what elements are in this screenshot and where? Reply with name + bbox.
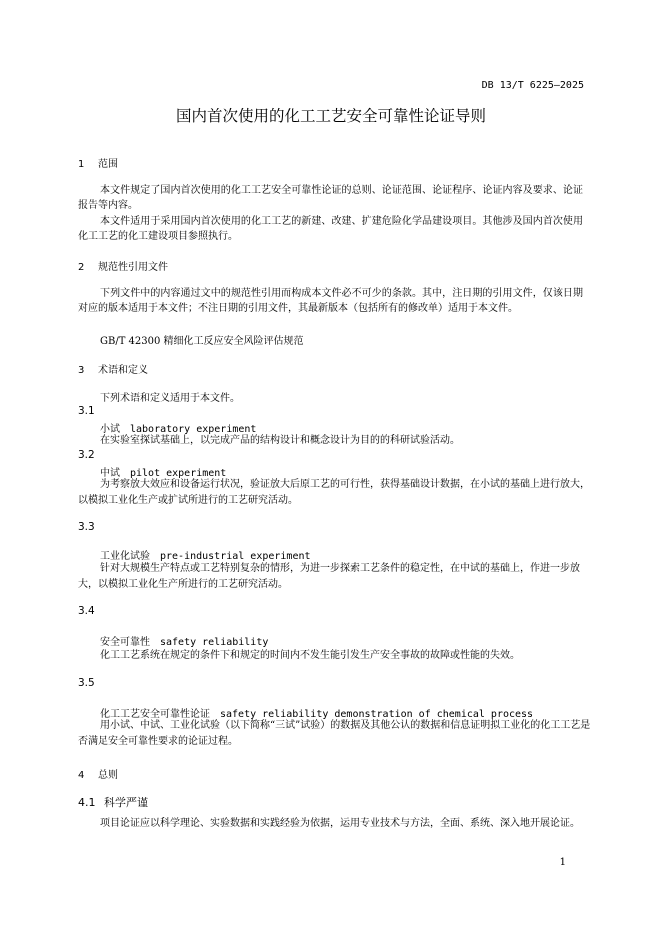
term-definition: 在实验室探试基础上，以完成产品的结构设计和概念设计为目的的科研试验活动。 — [100, 435, 460, 446]
term-zh: 安全可靠性 — [100, 637, 150, 648]
term-number: 3.4 — [78, 605, 95, 617]
subsection-title: 科学严谨 — [104, 796, 148, 809]
section-3-heading — [78, 361, 148, 376]
section-title: 总则 — [98, 770, 118, 781]
section-number: 3 — [78, 365, 85, 376]
page-number: 1 — [559, 857, 566, 868]
subsection-4-1-heading — [78, 794, 148, 810]
term-en: laboratory experiment — [130, 424, 257, 435]
term-en: pre-industrial experiment — [160, 551, 311, 562]
term-number: 3.3 — [78, 521, 95, 533]
section-1-paragraph-2: 本文件适用于采用国内首次使用的化工工艺的新建、改建、扩建危险化学品建设项目。其他涉及国内首次使用化工工艺的化工建设项目参照执行。 — [78, 216, 583, 242]
section-number: 4 — [78, 770, 85, 781]
section-2-heading — [78, 258, 168, 273]
section-title: 规范性引用文件 — [98, 262, 168, 273]
section-2-paragraph-1: 下列文件中的内容通过文中的规范性引用而构成本文件必不可少的条款。其中，注日期的引用文件，仅该日期对应的版本适用于本文件；不注日期的引用文件，其最新版本（包括所有的修改单）适用于本文件。 — [78, 288, 583, 314]
term-number: 3.2 — [78, 449, 95, 461]
section-number: 1 — [78, 159, 85, 170]
section-1-paragraph-1: 本文件规定了国内首次使用的化工工艺安全可靠性论证的总则、论证范围、论证程序、论证内容及要求、论证报告等内容。 — [78, 185, 583, 211]
section-3-intro: 下列术语和定义适用于本文件。 — [100, 393, 240, 404]
section-title: 术语和定义 — [98, 365, 148, 376]
term-zh: 中试 — [100, 468, 120, 479]
term-definition: 为考察放大效应和设备运行状况，验证放大后原工艺的可行性，获得基础设计数据，在小试的基础上进行放大，以模拟工业化生产或扩试所进行的工艺研究活动。 — [78, 479, 590, 506]
subsection-number: 4.1 — [78, 796, 96, 809]
term-en: safety reliability demonstration of chemical process — [220, 709, 534, 720]
term-heading — [100, 547, 311, 562]
section-1-heading — [78, 155, 118, 170]
document-title: 国内首次使用的化工工艺安全可靠性论证导则 — [175, 107, 486, 125]
subsection-4-1-paragraph: 项目论证应以科学理论、实验数据和实践经验为依据，运用专业技术与方法，全面、系统、深入地开展论证。 — [100, 818, 580, 829]
term-zh: 工业化试验 — [100, 551, 150, 562]
term-zh: 小试 — [100, 424, 120, 435]
term-zh: 化工工艺安全可靠性论证 — [100, 709, 210, 720]
term-definition: 化工工艺系统在规定的条件下和规定的时间内不发生能引发生产安全事故的故障或性能的失效。 — [100, 650, 520, 661]
normative-reference: GB/T 42300 精细化工反应安全风险评估规范 — [100, 336, 304, 347]
standard-code: DB 13/T 6225—2025 — [481, 80, 584, 91]
term-number: 3.1 — [78, 405, 95, 417]
term-number: 3.5 — [78, 677, 95, 689]
term-heading — [100, 633, 268, 648]
term-definition: 用小试、中试、工业化试验（以下简称“三试”试验）的数据及其他公认的数据和信息证明拟工业化的化工工艺是否满足安全可靠性要求的论证过程。 — [78, 720, 591, 747]
term-en: safety reliability — [160, 637, 269, 648]
term-en: pilot experiment — [130, 468, 227, 479]
section-number: 2 — [78, 262, 85, 273]
section-4-heading — [78, 766, 118, 781]
section-title: 范围 — [98, 159, 118, 170]
term-definition: 针对大规模生产特点或工艺特别复杂的情形，为进一步探索工艺条件的稳定性，在中试的基础上，作进一步放大，以模拟工业化生产所进行的工艺研究活动。 — [78, 563, 580, 590]
